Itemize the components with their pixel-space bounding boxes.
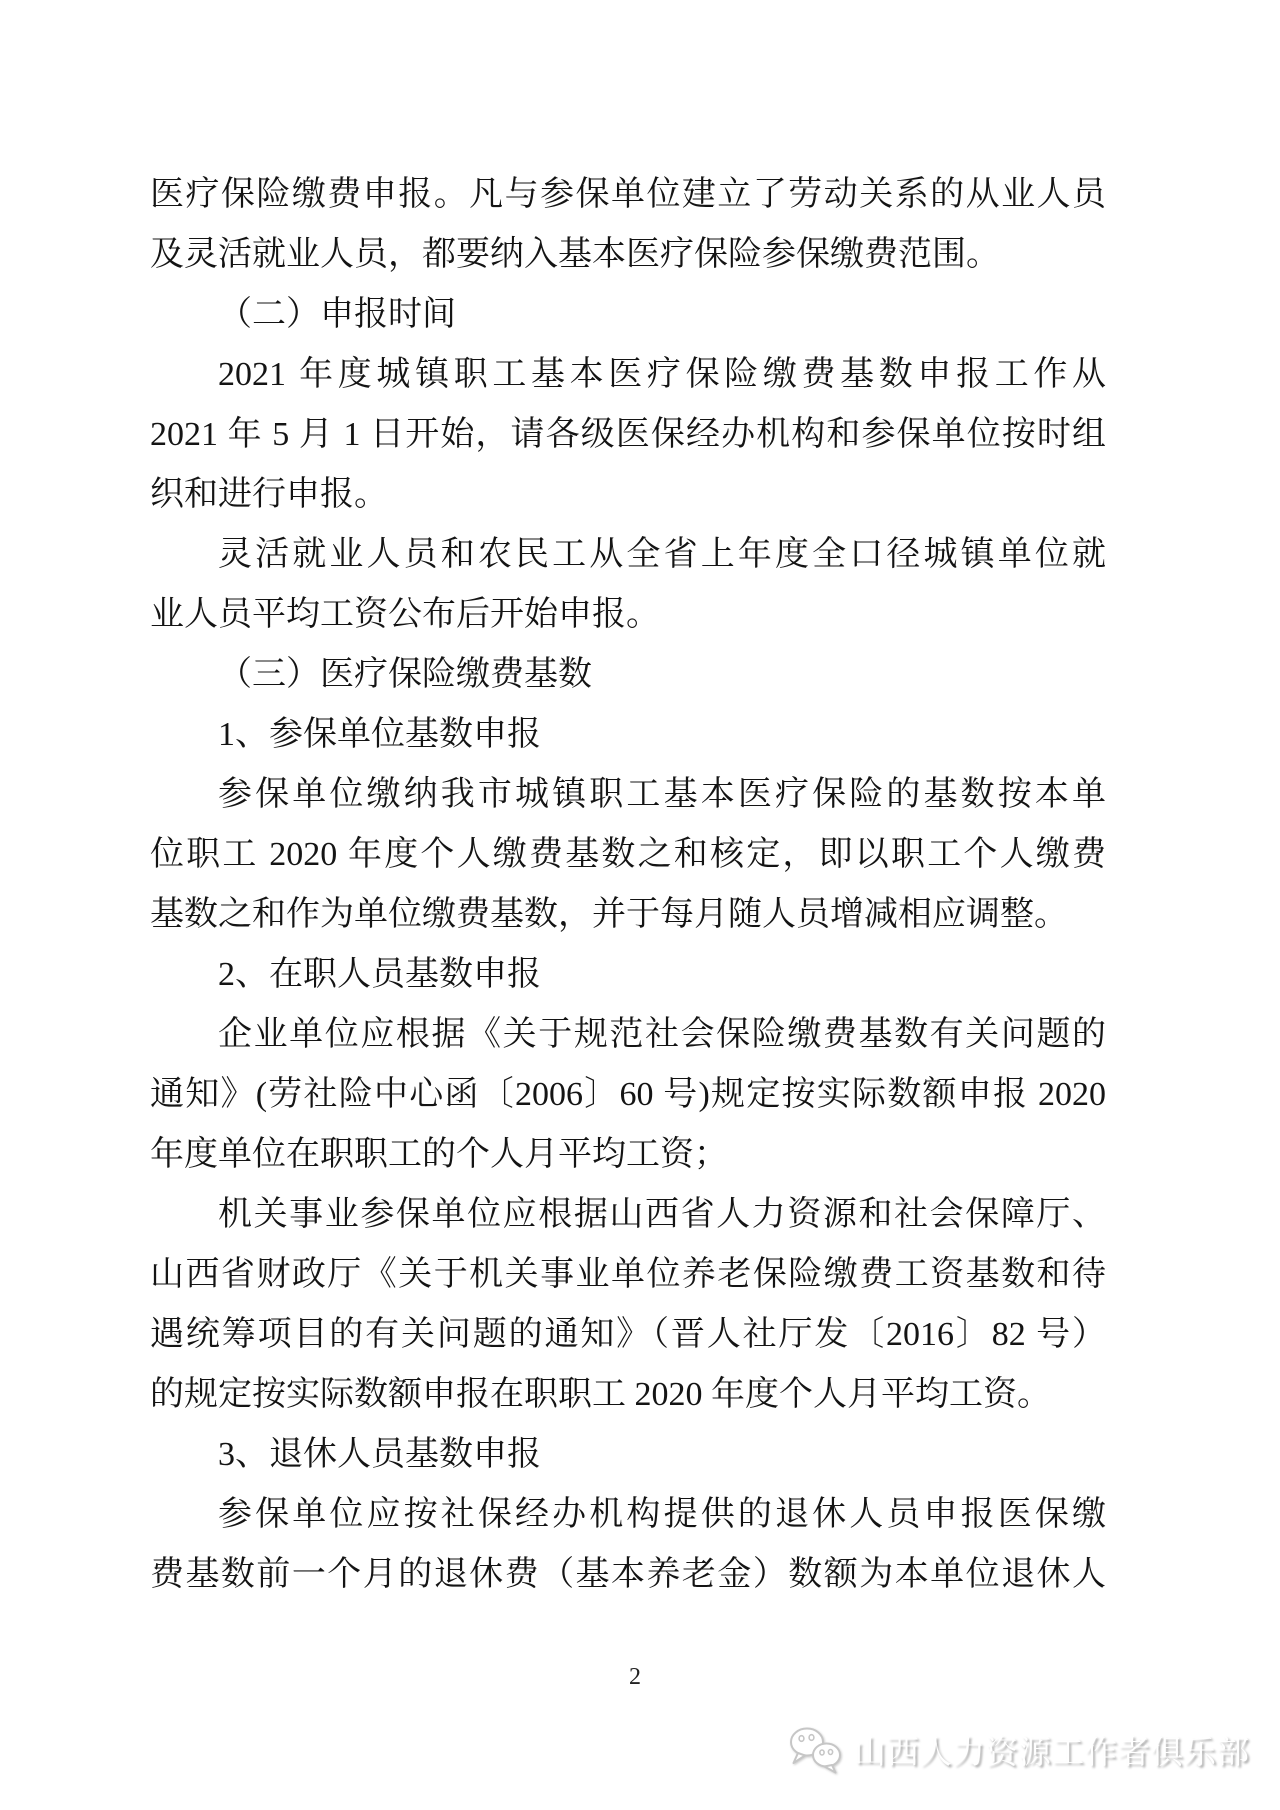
page-number: 2 (629, 1664, 641, 1690)
text-line: 1、参保单位基数申报 (218, 716, 541, 753)
text-line: 基数之和作为单位缴费基数，并于每月随人员增减相应调整。 (150, 896, 1068, 933)
watermark (788, 1726, 1250, 1774)
wechat-icon (788, 1726, 846, 1774)
text-line: 参保单位应按社保经办机构提供的退休人员申报医保缴 (218, 1496, 1106, 1533)
text-line: 织和进行申报。 (150, 476, 388, 513)
text-line: 及灵活就业人员，都要纳入基本医疗保险参保缴费范围。 (150, 236, 1000, 273)
text-line: 2、在职人员基数申报 (218, 956, 541, 993)
text-line: 通知》(劳社险中心函〔2006〕60 号)规定按实际数额申报 2020 (150, 1076, 1106, 1113)
text-line: 遇统筹项目的有关问题的通知》（晋人社厅发〔2016〕82 号） (150, 1316, 1106, 1353)
text-line: 灵活就业人员和农民工从全省上年度全口径城镇单位就 (218, 536, 1106, 573)
text-line: 3、退休人员基数申报 (218, 1436, 541, 1473)
text-line: （二）申报时间 (218, 296, 456, 333)
text-line: 业人员平均工资公布后开始申报。 (150, 596, 660, 633)
text-line: 机关事业参保单位应根据山西省人力资源和社会保障厅、 (218, 1196, 1106, 1233)
text-line: 2021 年度城镇职工基本医疗保险缴费基数申报工作从 (218, 356, 1106, 393)
text-line: 2021 年 5 月 1 日开始，请各级医保经办机构和参保单位按时组 (150, 416, 1106, 453)
text-line: 山西省财政厅《关于机关事业单位养老保险缴费工资基数和待 (150, 1256, 1106, 1293)
text-line: 位职工 2020 年度个人缴费基数之和核定，即以职工个人缴费 (150, 836, 1106, 873)
text-line: 参保单位缴纳我市城镇职工基本医疗保险的基数按本单 (218, 776, 1106, 813)
watermark-text: 山西人力资源工作者俱乐部 (854, 1734, 1251, 1770)
text-line: 年度单位在职职工的个人月平均工资； (150, 1136, 728, 1173)
text-line: 医疗保险缴费申报。凡与参保单位建立了劳动关系的从业人员 (150, 176, 1106, 213)
text-line: 的规定按实际数额申报在职职工 2020 年度个人月平均工资。 (150, 1376, 1051, 1413)
text-line: 企业单位应根据《关于规范社会保险缴费基数有关问题的 (218, 1016, 1106, 1053)
document-body (150, 165, 1106, 1605)
text-line: 费基数前一个月的退休费（基本养老金）数额为本单位退休人 (150, 1556, 1106, 1593)
text-line: （三）医疗保险缴费基数 (218, 656, 592, 693)
